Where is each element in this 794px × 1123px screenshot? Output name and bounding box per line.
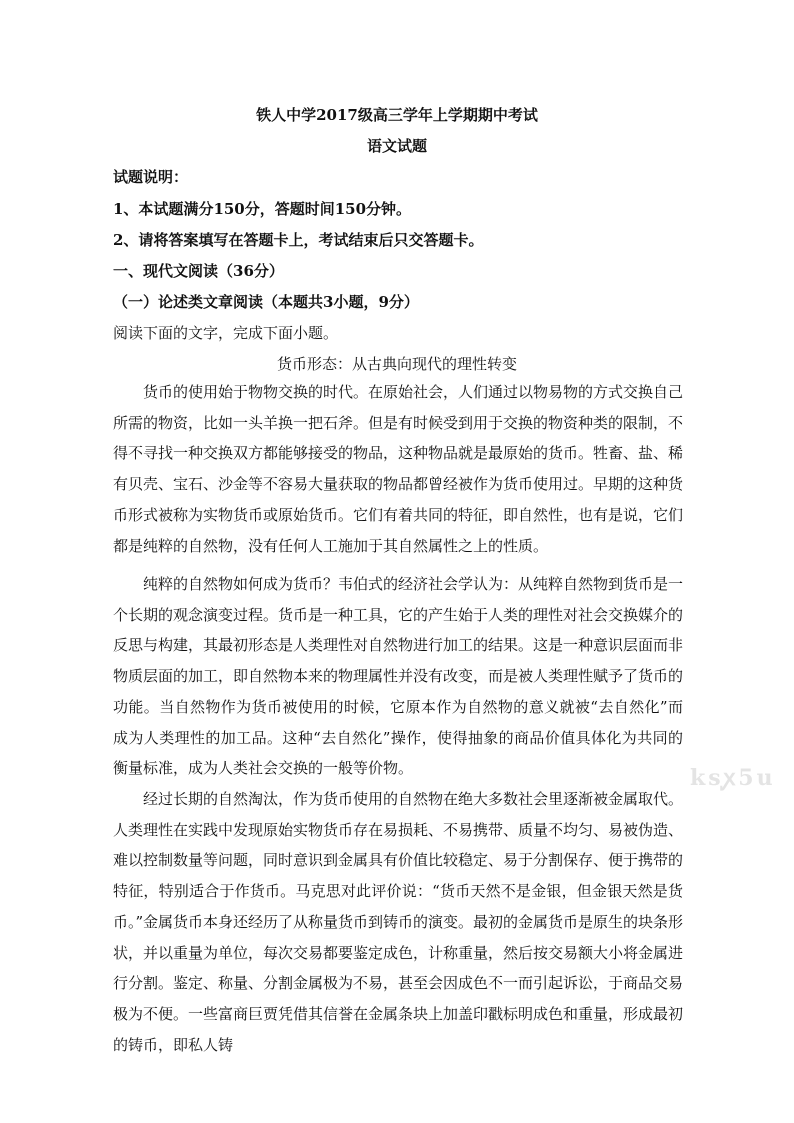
reading-prompt: 阅读下面的文字，完成下面小题。 — [113, 324, 339, 342]
article-paragraph-1: 货币的使用始于物物交换的时代。在原始社会，人们通过以物易物的方式交换自己所需的物资，比如一头羊换一把石斧。但是有时候受到用于交换的物资种类的限制，不得不寻找一种交换双方都能够接受的物品，这种物品就是最原始的货币。牲畜、盐、稀有贝壳、宝石、沙金等不容易大量获取的物品都曾经被作为货币使用过。早期的这种货币形式被称为实物货币或原始货币。它们有着共同的特征，即自然性，也有是说，它们都是纯粹的自然物，没有任何人工施加于其自然属性之上的性质。 — [113, 383, 684, 555]
exam-subtitle: 语文试题 — [366, 137, 427, 155]
watermark-logo: ksꭙ5u — [690, 765, 776, 791]
instruction-item-2: 2、请将答案填写在答题卡上，考试结束后只交答题卡。 — [113, 231, 484, 249]
instruction-item-1: 1、本试题满分150分，答题时间150分钟。 — [113, 200, 412, 218]
section-subheading: （一）论述类文章阅读（本题共3小题，9分） — [113, 293, 419, 311]
article-title: 货币形态：从古典向现代的理性转变 — [276, 355, 517, 373]
article-paragraph-3: 经过长期的自然淘汰，作为货币使用的自然物在绝大多数社会里逐渐被金属取代。人类理性在实践中发现原始实物货币存在易损耗、不易携带、质量不均匀、易被伪造、难以控制数量等问题，同时意识到金属具有价值比较稳定、易于分割保存、便于携带的特征，特别适合于作货币。马克思对此评价说：“货币天然不是金银，但金银天然是货币。” — [113, 790, 684, 931]
article-paragraph-2: 纯粹的自然物如何成为货币？韦伯式的经济社会学认为：从纯粹自然物到货币是一个长期的观念演变过程。货币是一种工具，它的产生始于人类的理性对社会交换媒介的反思与构建，其最初形态是人类理性对自然物进行加工的结果。这是一种意识层面而非物质层面的加工，即自然物本来的物理属性并没有改变，而是被人类理性赋予了货币的功能。当自然物作为货币被使用的时候，它原本作为自然物的意义就被“去自然化”而成为人类理性的加工品。这种“去自然化”操作，使得抽象的商品价值具体化为共同的衡量标准，成为人类社会交换的一般等价物。 — [113, 575, 684, 778]
exam-title: 铁人中学2017级高三学年上学期期中考试 — [256, 106, 538, 124]
instructions-heading: 试题说明： — [113, 168, 189, 186]
article-paragraph-4: 金属货币本身还经历了从称量货币到铸币的演变。最初的金属货币是原生的块条形状，并以重量为单位，每次交易都要鉴定成色，计称重量，然后按交易额大小将金属进行分割。鉴定、称量、分割金属极为不易，甚至会因成色不一而引起诉讼，于商品交易极为不便。一些富商巨贾凭借其信誉在金属条块上加盖印戳标明成色和重量，形成最初的铸币，即私人铸 — [113, 913, 684, 1054]
section-heading: 一、现代文阅读（36分） — [113, 262, 284, 280]
